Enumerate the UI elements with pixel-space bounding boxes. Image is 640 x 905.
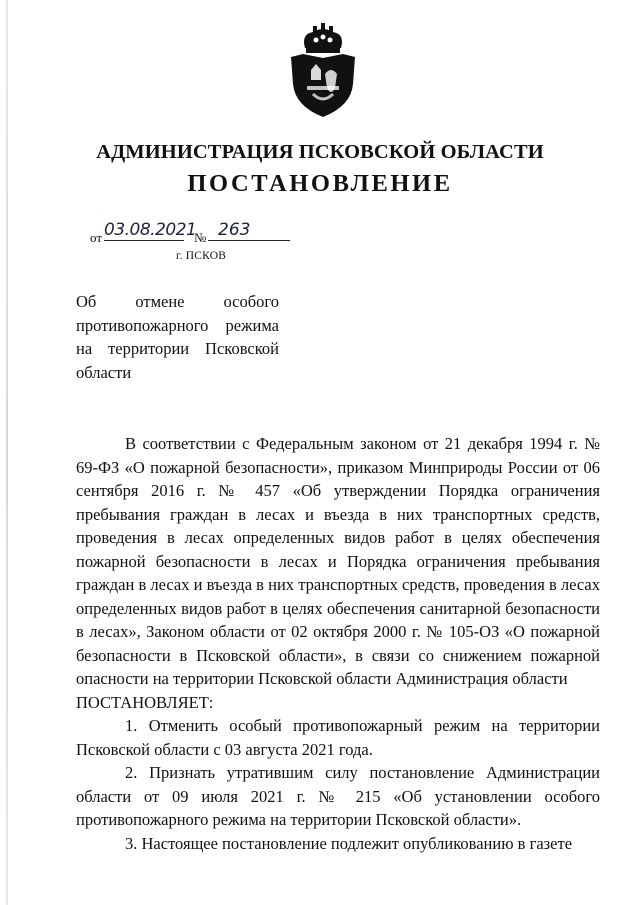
item-paragraph: 1. Отменить особый противопожарный режим на территории Псковской области с 03 августа 2021 года.: [76, 716, 600, 759]
registration-line: [90, 222, 290, 246]
document-type-title: ПОСТАНОВЛЕНИЕ: [187, 170, 453, 197]
coat-of-arms-icon: [283, 22, 363, 120]
resolve-heading: ПОСТАНОВЛЯЕТ:: [76, 692, 214, 712]
scan-edge: [6, 0, 8, 905]
document-date: 03.08.2021: [104, 220, 197, 240]
item-paragraph: 3. Настоящее постановление подлежит опубликованию в газете: [125, 833, 573, 853]
date-prefix: от: [90, 230, 103, 245]
preamble-paragraph: В соответствии с Федеральным законом от 21 декабря 1994 г. № 69-ФЗ «О пожарной безопасности», приказом Минприроды России от 06 сентября 2016 г. № 457 «Об утверждении Порядка ограничения пребывания граждан в лесах и въезда в них транспортных средств, проведения в лесах определенных видов работ в целях обеспечения пожарной безопасности в лесах и Порядка ограничения пребывания граждан в лесах и въезда в них транспортных средств, проведения в лесах определенных видов работ в целях обеспечения санитарной безопасности в лесах», Законом области от 02 октября 2000 г. № 105-ОЗ «О пожарной безопасности в Псковской области», в связи со снижением пожарной опасности на территории Псковской области Администрация области: [76, 434, 600, 688]
organization-title: АДМИНИСТРАЦИЯ ПСКОВСКОЙ ОБЛАСТИ: [96, 141, 544, 163]
document-subject: Об отмене особого противопожарного режима на территории Псковской области: [76, 292, 279, 382]
number-prefix: №: [194, 230, 207, 245]
city-label: г. ПСКОВ: [176, 250, 227, 262]
document-number: 263: [208, 220, 290, 241]
item-paragraph: 2. Признать утратившим силу постановление Администрации области от 09 июля 2021 г. № 215 «Об установлении особого противопожарного режима на территории Псковской области».: [76, 763, 600, 829]
document-body: [76, 432, 600, 855]
